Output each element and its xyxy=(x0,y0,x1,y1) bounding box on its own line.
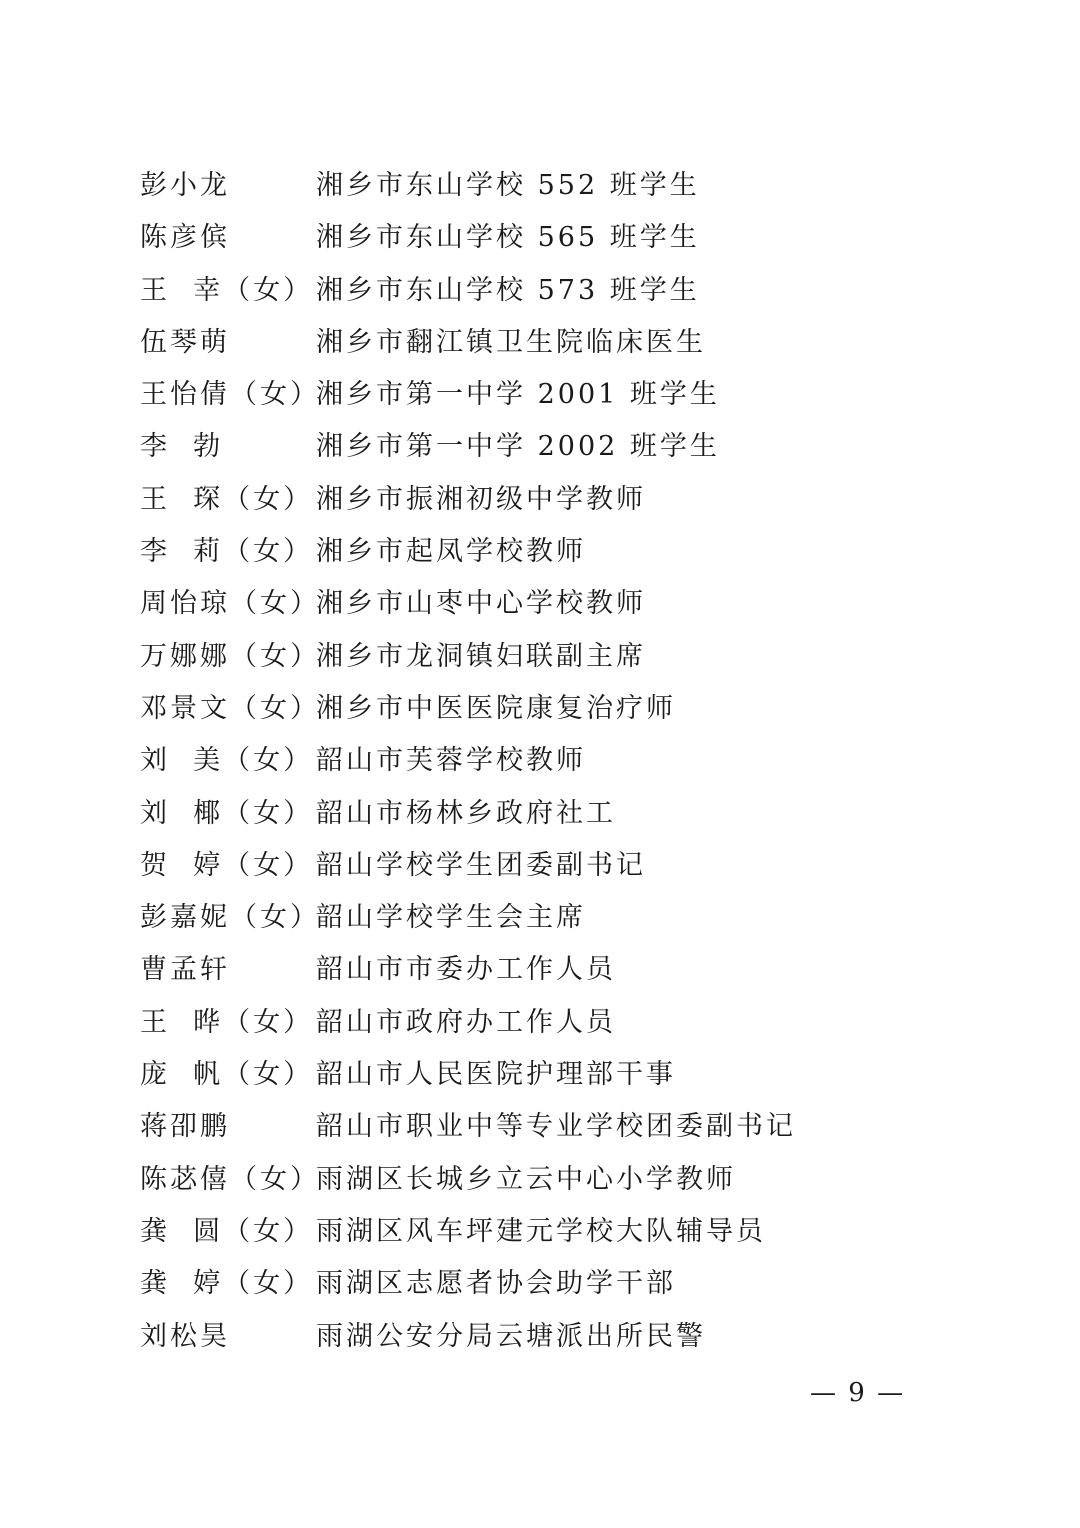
person-name: 刘松昊 xyxy=(140,1320,230,1352)
person-name: 陈彦傧 xyxy=(140,222,230,254)
person-name: 贺 婷（女） xyxy=(140,849,314,881)
person-affiliation: 湘乡市第一中学 2001 班学生 xyxy=(316,379,720,411)
person-affiliation: 湘乡市起凤学校教师 xyxy=(316,536,586,568)
person-affiliation: 韶山市杨林乡政府社工 xyxy=(316,797,616,829)
person-affiliation: 湘乡市振湘初级中学教师 xyxy=(316,483,646,515)
person-name: 王 幸（女） xyxy=(140,274,314,306)
person-name: 刘 美（女） xyxy=(140,745,314,777)
list-item xyxy=(140,840,1000,892)
list-item xyxy=(140,1258,1000,1310)
person-affiliation: 湘乡市龙洞镇妇联副主席 xyxy=(316,640,646,672)
list-item xyxy=(140,474,1000,526)
person-affiliation: 雨湖区风车坪建元学校大队辅导员 xyxy=(316,1215,766,1247)
person-affiliation: 湘乡市东山学校 565 班学生 xyxy=(316,222,700,254)
list-item xyxy=(140,421,1000,473)
page-number: — 9 — xyxy=(810,1378,906,1408)
person-affiliation: 韶山学校学生会主席 xyxy=(316,902,586,934)
person-name: 彭小龙 xyxy=(140,170,230,201)
person-affiliation: 韶山市职业中等专业学校团委副书记 xyxy=(316,1111,796,1143)
person-affiliation: 湘乡市翻江镇卫生院临床医生 xyxy=(316,326,706,358)
person-name: 伍琴萌 xyxy=(140,326,230,358)
list-item xyxy=(140,944,1000,996)
list-item xyxy=(140,212,1000,264)
list-item xyxy=(140,683,1000,735)
person-name: 曹孟轩 xyxy=(140,954,230,986)
person-affiliation: 雨湖区志愿者协会助学干部 xyxy=(316,1268,676,1300)
person-name: 王 琛（女） xyxy=(140,483,314,515)
person-affiliation: 韶山市政府办工作人员 xyxy=(316,1006,616,1038)
list-item xyxy=(140,1154,1000,1206)
person-affiliation: 雨湖公安分局云塘派出所民警 xyxy=(316,1320,706,1352)
list-item xyxy=(140,265,1000,317)
person-name: 庞 帆（女） xyxy=(140,1059,314,1091)
person-affiliation: 湘乡市第一中学 2002 班学生 xyxy=(316,431,720,463)
person-name: 万娜娜（女） xyxy=(140,640,320,672)
person-name: 龚 婷（女） xyxy=(140,1268,314,1300)
person-name: 王怡倩（女） xyxy=(140,379,320,411)
list-item xyxy=(140,631,1000,683)
person-name: 李 勃 xyxy=(140,431,224,463)
list-item xyxy=(140,578,1000,630)
list-item xyxy=(140,735,1000,787)
list-item xyxy=(140,1101,1000,1153)
list-item xyxy=(140,1206,1000,1258)
list-item xyxy=(140,369,1000,421)
person-name: 蒋卲鹏 xyxy=(140,1111,230,1143)
person-affiliation: 韶山市人民医院护理部干事 xyxy=(316,1059,676,1091)
person-name: 周怡琼（女） xyxy=(140,588,320,620)
person-name: 彭嘉妮（女） xyxy=(140,902,320,934)
person-name: 龚 圆（女） xyxy=(140,1215,314,1247)
person-name: 邓景文（女） xyxy=(140,692,320,724)
person-affiliation: 韶山市芙蓉学校教师 xyxy=(316,745,586,777)
list-item xyxy=(140,1311,1000,1363)
list-item xyxy=(140,160,1000,212)
person-affiliation: 韶山市市委办工作人员 xyxy=(316,954,616,986)
person-affiliation: 雨湖区长城乡立云中心小学教师 xyxy=(316,1163,736,1195)
person-name: 刘 椰（女） xyxy=(140,797,314,829)
person-name: 李 莉（女） xyxy=(140,536,314,568)
honoree-list xyxy=(140,160,1000,1363)
list-item xyxy=(140,788,1000,840)
person-name: 王 晔（女） xyxy=(140,1006,314,1038)
person-affiliation: 湘乡市中医医院康复治疗师 xyxy=(316,692,676,724)
person-affiliation: 韶山学校学生团委副书记 xyxy=(316,849,646,881)
list-item xyxy=(140,997,1000,1049)
person-affiliation: 湘乡市山枣中心学校教师 xyxy=(316,588,646,620)
person-affiliation: 湘乡市东山学校 552 班学生 xyxy=(316,170,700,201)
list-item xyxy=(140,1049,1000,1101)
list-item xyxy=(140,317,1000,369)
person-affiliation: 湘乡市东山学校 573 班学生 xyxy=(316,274,700,306)
list-item xyxy=(140,892,1000,944)
list-item xyxy=(140,526,1000,578)
person-name: 陈苾僖（女） xyxy=(140,1163,320,1195)
